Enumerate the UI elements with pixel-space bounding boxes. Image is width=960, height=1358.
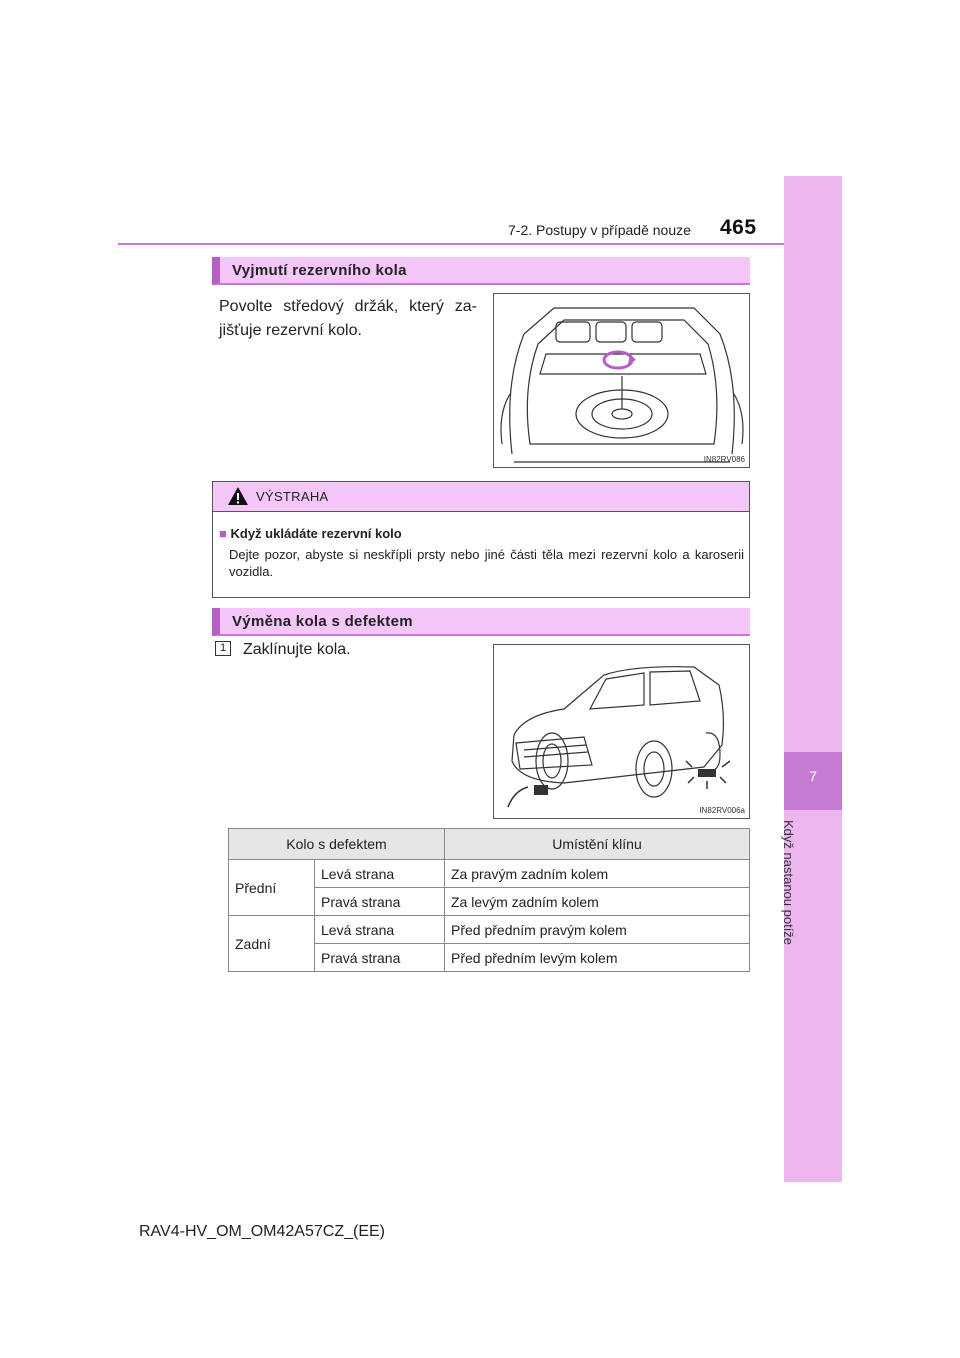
section-heading-spare-removal: Vyjmutí rezervního kola: [212, 257, 750, 285]
chapter-number: 7: [809, 768, 817, 784]
table-header-row: [229, 829, 750, 860]
figure-code: IN82RV006a: [699, 806, 745, 815]
table-cell: Pravá strana: [315, 888, 445, 916]
header-rule: [118, 243, 784, 245]
table-cell: Za levým zadním kolem: [445, 888, 750, 916]
figure-spare-tire-trunk: [493, 293, 750, 468]
table-cell: Před předním pravým kolem: [445, 916, 750, 944]
group-label: Přední: [229, 860, 315, 916]
column-header: Umístění klínu: [445, 829, 750, 860]
square-bullet-icon: ■: [219, 526, 227, 541]
warning-body: Dejte pozor, abyste si neskřípli prsty nebo jiné části těla mezi rezervní kolo a karoserii vozidla.: [229, 547, 744, 579]
table-cell: Za pravým zadním kolem: [445, 860, 750, 888]
chapter-side-tab: [784, 176, 842, 1182]
table-row: [229, 916, 750, 944]
document-id: RAV4-HV_OM_OM42A57CZ_(EE): [139, 1223, 385, 1240]
table-cell: Pravá strana: [315, 944, 445, 972]
figure-wheel-chocks: [493, 644, 750, 819]
group-label: Zadní: [229, 916, 315, 972]
warning-subtitle: ■ Když ukládáte rezervní kolo: [219, 526, 402, 541]
step-number: 1: [215, 641, 231, 656]
warning-title: VÝSTRAHA: [256, 489, 329, 504]
page-number: 465: [720, 216, 757, 239]
car-chock-illustration: [494, 645, 750, 819]
warning-box: [212, 481, 750, 598]
table-cell: Levá strana: [315, 916, 445, 944]
figure-code: IN82RV086: [703, 455, 745, 464]
table-row: [229, 860, 750, 888]
trunk-illustration: [494, 294, 750, 468]
warning-header: [213, 482, 749, 512]
instruction-text: Povolte středový držák, který za-jišťuje rezervní kolo.: [219, 298, 477, 339]
step-text: Zaklínujte kola.: [243, 641, 351, 658]
column-header: Kolo s defektem: [229, 829, 445, 860]
warning-triangle-icon: [227, 486, 249, 506]
table-cell: Před předním levým kolem: [445, 944, 750, 972]
chapter-title: Když nastanou potíže: [781, 820, 796, 946]
wheel-chock-table: [228, 828, 750, 972]
section-heading-flat-tire: Výměna kola s defektem: [212, 608, 750, 636]
running-header-title: 7-2. Postupy v případě nouze: [508, 222, 691, 238]
table-cell: Levá strana: [315, 860, 445, 888]
